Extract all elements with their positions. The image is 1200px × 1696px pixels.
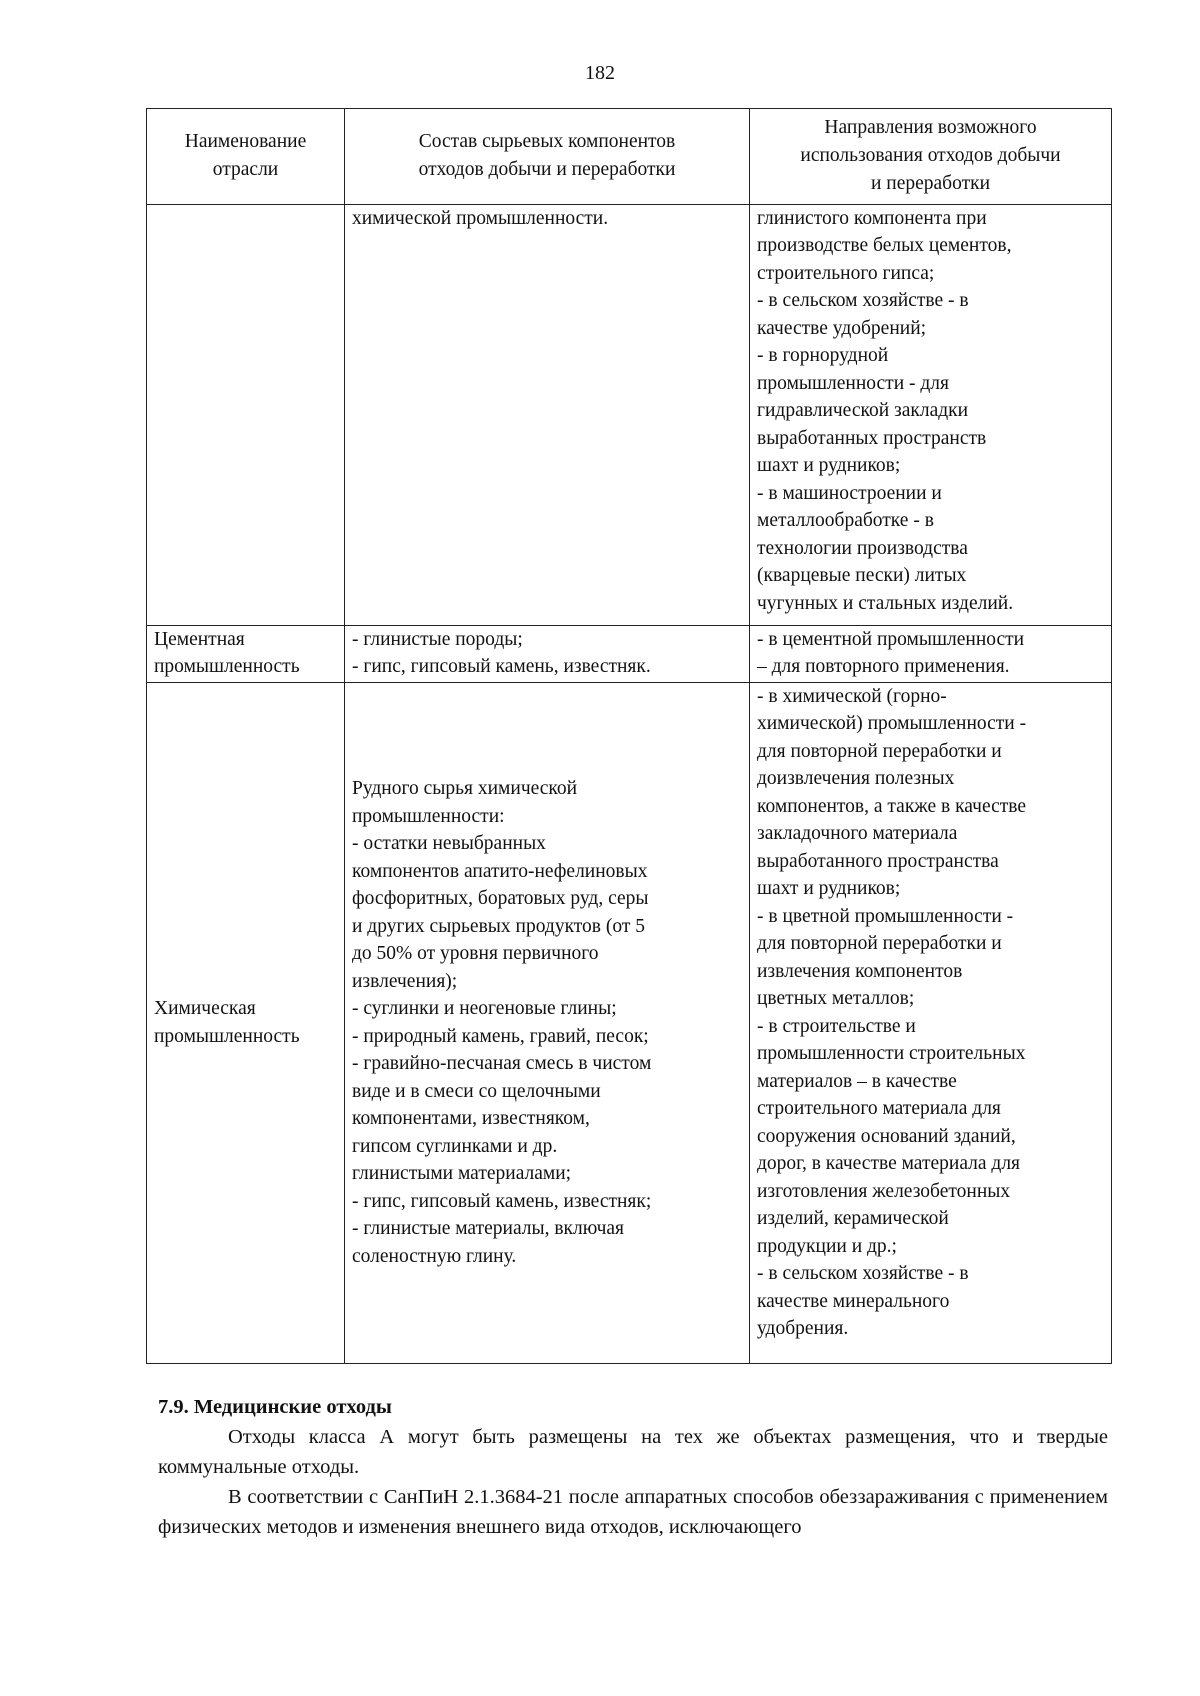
branch-cell: Цементная промышленность	[147, 625, 345, 682]
header-composition: Состав сырьевых компонентов отходов добычи и переработки	[345, 109, 750, 205]
paragraph: В соответствии с СанПиН 2.1.3684-21 после аппаратных способов обеззараживания с применением физических методов и изменения внешнего вида отходов, исключающего	[158, 1486, 1108, 1538]
section-title: 7.9. Медицинские отходы	[158, 1396, 392, 1418]
composition-cell: - глинистые породы; - гипс, гипсовый камень, известняк.	[345, 625, 750, 682]
section-medical-waste	[158, 1392, 1108, 1542]
usage-cell: глинистого компонента при производстве белых цементов, строительного гипса; - в сельском хозяйстве - в качестве удобрений; - в горнорудной промышленности - для гидравлической закладки выработанных пространств шахт и рудников; - в машиностроении и металлообработке - в технологии производства (кварцевые пески) литых чугунных и стальных изделий.	[750, 204, 1112, 625]
table-header-row	[147, 109, 1112, 205]
page-number: 182	[585, 62, 615, 84]
table-row	[147, 625, 1112, 682]
branch-cell	[147, 204, 345, 625]
waste-table	[146, 108, 1112, 1364]
header-branch: Наименование отрасли	[147, 109, 345, 205]
branch-cell: Химическая промышленность	[147, 682, 345, 1363]
table-row	[147, 204, 1112, 625]
paragraph: Отходы класса А могут быть размещены на тех же объектах размещения, что и твердые коммунальные отходы.	[158, 1426, 1108, 1478]
header-usage: Направления возможного использования отходов добычи и переработки	[750, 109, 1112, 205]
composition-cell: Рудного сырья химической промышленности: - остатки невыбранных компонентов апатито-нефелиновых фосфоритных, боратовых руд, серы и других сырьевых продуктов (от 5 до 50% от уровня первичного извлечения); - суглинки и неогеновые глины; - природный камень, гравий, песок; - гравийно-песчаная смесь в чистом виде и в смеси со щелочными компонентами, известняком, гипсом суглинками и др. глинистыми материалами; - гипс, гипсовый камень, известняк; - глинистые материалы, включая соленостную глину.	[345, 682, 750, 1363]
usage-cell: - в химической (горно- химической) промышленности - для повторной переработки и доизвлечения полезных компонентов, а также в качестве закладочного материала выработанного пространства шахт и рудников; - в цветной промышленности - для повторной переработки и извлечения компонентов цветных металлов; - в строительстве и промышленности строительных материалов – в качестве строительного материала для сооружения оснований зданий, дорог, в качестве материала для изготовления железобетонных изделий, керамической продукции и др.; - в сельском хозяйстве - в качестве минерального удобрения.	[750, 682, 1112, 1363]
usage-cell: - в цементной промышленности – для повторного применения.	[750, 625, 1112, 682]
table-row	[147, 682, 1112, 1363]
composition-cell: химической промышленности.	[345, 204, 750, 625]
